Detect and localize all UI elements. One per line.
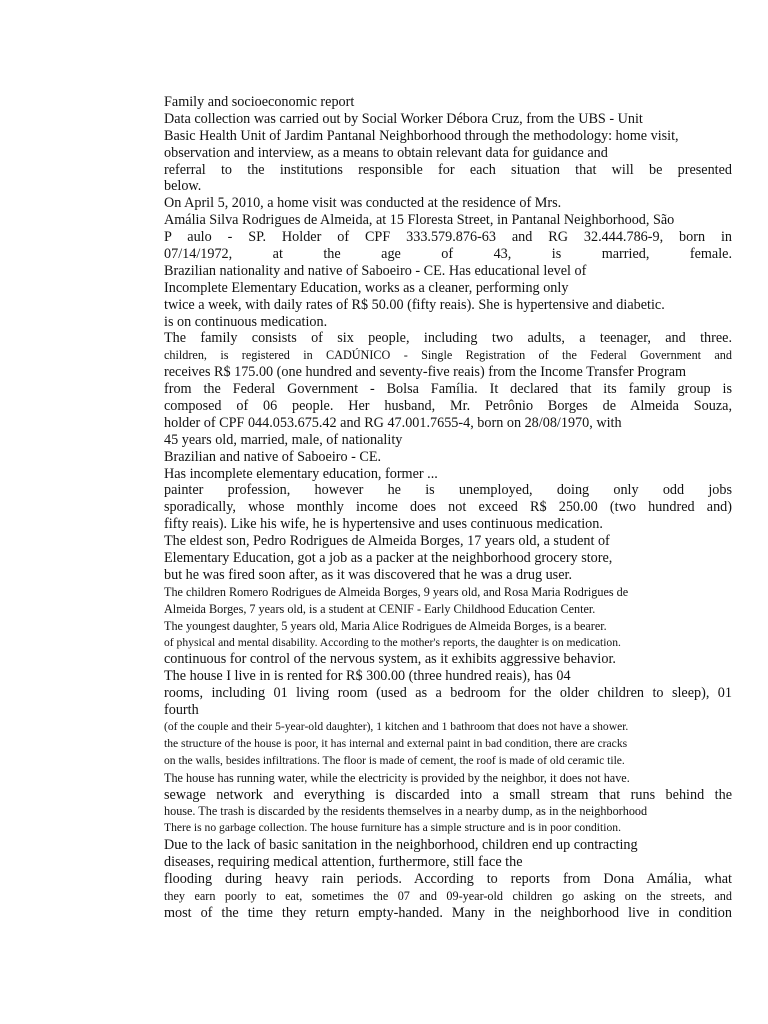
text-line: P aulo - SP. Holder of CPF 333.579.876-63 and RG 32.444.786-9, born in	[164, 229, 732, 246]
text-line: sporadically, whose monthly income does not exceed R$ 250.00 (two hundred and)	[164, 499, 732, 516]
text-line: but he was fired soon after, as it was discovered that he was a drug user.	[164, 566, 572, 583]
text-line: holder of CPF 044.053.675.42 and RG 47.001.7655-4, born on 28/08/1970, with	[164, 414, 622, 431]
text-line: most of the time they return empty-handed. Many in the neighborhood live in condition	[164, 904, 732, 921]
text-line: is on continuous medication.	[164, 313, 328, 330]
text-line: fifty reais). Like his wife, he is hypertensive and uses continuous medication.	[164, 516, 603, 533]
text-line: The house I live in is rented for R$ 300.00 (three hundred reais), has 04	[164, 668, 571, 685]
text-line: the structure of the house is poor, it has internal and external paint in bad condition, there are cracks	[164, 736, 628, 750]
text-line: receives R$ 175.00 (one hundred and seventy-five reais) from the Income Transfer Program	[164, 364, 687, 381]
text-line: 45 years old, married, male, of nationality	[164, 431, 403, 448]
text-line: The house has running water, while the electricity is provided by the neighbor, it does not have.	[164, 770, 630, 785]
text-line: referral to the institutions responsible for each situation that will be presented	[164, 161, 732, 178]
text-line: The family consists of six people, including two adults, a teenager, and three.	[164, 330, 732, 347]
text-line: rooms, including 01 living room (used as a bedroom for the older children to sleep), 01	[164, 685, 732, 702]
text-line: Amália Silva Rodrigues de Almeida, at 15 Floresta Street, in Pantanal Neighborhood, São	[164, 212, 675, 229]
text-line: of physical and mental disability. According to the mother's reports, the daughter is on medication.	[164, 635, 621, 649]
text-line: diseases, requiring medical attention, furthermore, still face the	[164, 854, 523, 871]
text-line: Brazilian nationality and native of Saboeiro - CE. Has educational level of	[164, 262, 587, 279]
text-line: Has incomplete elementary education, former ...	[164, 465, 438, 482]
text-line: painter profession, however he is unemployed, doing only odd jobs	[164, 482, 732, 499]
text-line: below.	[164, 178, 202, 195]
text-line: Elementary Education, got a job as a packer at the neighborhood grocery store,	[164, 550, 613, 567]
text-line: Due to the lack of basic sanitation in the neighborhood, children end up contracting	[164, 837, 638, 854]
text-line: fourth	[164, 702, 199, 719]
text-line: Brazilian and native of Saboeiro - CE.	[164, 448, 382, 465]
text-line: sewage network and everything is discarded into a small stream that runs behind the	[164, 786, 732, 803]
text-line: they earn poorly to eat, sometimes the 07 and 09-year-old children go asking on the streets, and	[164, 888, 732, 903]
text-line: (of the couple and their 5-year-old daughter), 1 kitchen and 1 bathroom that does not have a shower.	[164, 719, 629, 733]
text-line: The children Romero Rodrigues de Almeida Borges, 9 years old, and Rosa Maria Rodrigues de	[164, 584, 629, 599]
text-line: Data collection was carried out by Social Worker Débora Cruz, from the UBS - Unit	[164, 110, 643, 127]
text-line: 07/14/1972, at the age of 43, is married, female.	[164, 246, 732, 263]
report-text	[164, 94, 732, 922]
text-line: The youngest daughter, 5 years old, Maria Alice Rodrigues de Almeida Borges, is a bearer.	[164, 618, 607, 633]
text-line: Incomplete Elementary Education, works as a cleaner, performing only	[164, 279, 569, 296]
report-title: Family and socioeconomic report	[164, 94, 355, 110]
text-line: composed of 06 people. Her husband, Mr. Petrônio Borges de Almeida Souza,	[164, 398, 732, 415]
text-line: children, is registered in CADÚNICO - Single Registration of the Federal Government and	[164, 348, 732, 363]
text-line: Basic Health Unit of Jardim Pantanal Neighborhood through the methodology: home visit,	[164, 127, 679, 144]
text-line: twice a week, with daily rates of R$ 50.00 (fifty reais). She is hypertensive and diabetic.	[164, 296, 665, 313]
text-line: The eldest son, Pedro Rodrigues de Almeida Borges, 17 years old, a student of	[164, 533, 610, 550]
text-line: On April 5, 2010, a home visit was conducted at the residence of Mrs.	[164, 195, 562, 212]
text-line: flooding during heavy rain periods. According to reports from Dona Amália, what	[164, 870, 732, 887]
text-line: house. The trash is discarded by the residents themselves in a nearby dump, as in the neighborhood	[164, 804, 648, 819]
text-line: from the Federal Government - Bolsa Família. It declared that its family group is	[164, 381, 732, 398]
text-line: on the walls, besides infiltrations. The floor is made of cement, the roof is made of old ceramic tile.	[164, 753, 625, 767]
text-line: observation and interview, as a means to obtain relevant data for guidance and	[164, 144, 608, 161]
text-line: Almeida Borges, 7 years old, is a student at CENIF - Early Childhood Education Center.	[164, 601, 596, 616]
text-line: continuous for control of the nervous system, as it exhibits aggressive behavior.	[164, 651, 616, 668]
text-line: There is no garbage collection. The house furniture has a simple structure and is in poor condition.	[164, 821, 621, 835]
